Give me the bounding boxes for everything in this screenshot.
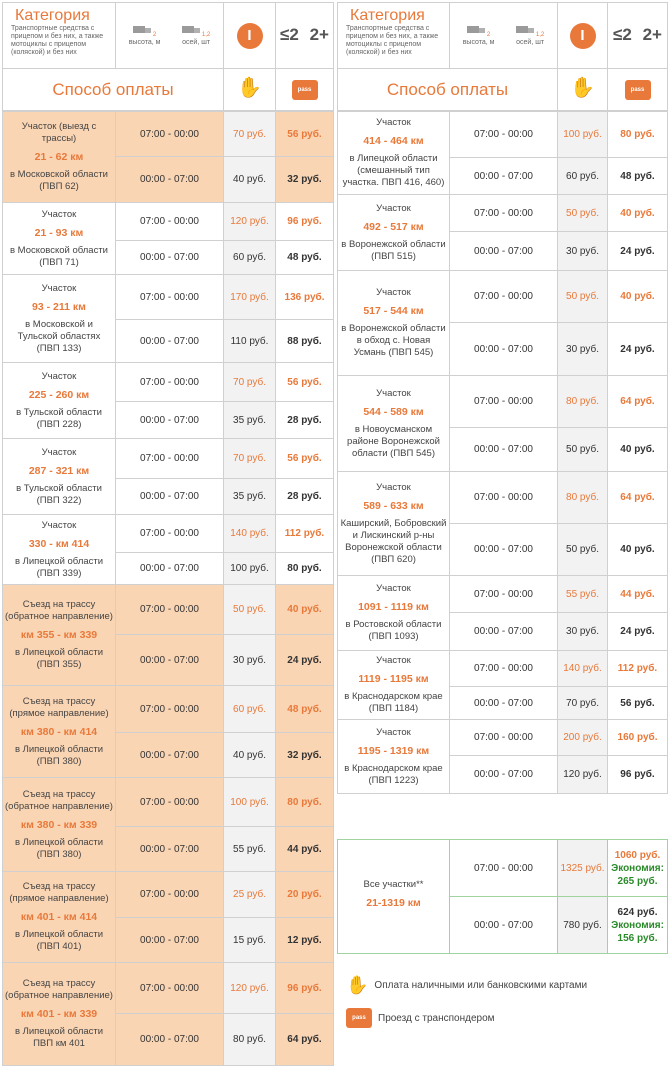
time-cell: 00:00 - 07:00 xyxy=(116,1014,224,1066)
section-km: 517 - 544 км xyxy=(363,305,424,317)
tariff-row xyxy=(3,112,334,157)
class-axles-label: 2+ xyxy=(309,24,329,44)
section-prefix: Участок xyxy=(376,202,411,214)
time-cell: 07:00 - 00:00 xyxy=(116,112,224,157)
time-cell: 00:00 - 07:00 xyxy=(116,157,224,203)
time-cell: 07:00 - 00:00 xyxy=(116,275,224,320)
section-prefix: Съезд на трассу (прямое направление) xyxy=(9,881,109,904)
cash-price-cell: 140 руб. xyxy=(224,515,276,553)
section-prefix: Съезд на трассу (прямое направление) xyxy=(9,695,109,719)
transponder-price-cell: 96 руб. xyxy=(608,756,668,794)
transponder-price-cell: 64 руб. xyxy=(608,376,668,428)
cash-card-icon: ✋ xyxy=(570,76,595,99)
payment-method-header: Способ оплаты xyxy=(3,69,224,111)
time-cell: 00:00 - 07:00 xyxy=(116,553,224,585)
transponder-price-cell: 40 руб. xyxy=(608,271,668,323)
transponder-price-cell: 24 руб. xyxy=(276,635,334,686)
cash-price-cell: 50 руб. xyxy=(224,585,276,635)
section-region: в Липецкой области (ПВП 355) xyxy=(14,647,104,670)
time-cell: 07:00 - 00:00 xyxy=(450,720,558,756)
class-badge-right: I xyxy=(570,23,596,49)
right-tariff-table xyxy=(337,111,668,794)
section-km: 544 - 589 км xyxy=(363,405,424,418)
section-prefix: Участок xyxy=(41,370,77,382)
time-cell: 07:00 - 00:00 xyxy=(450,112,558,158)
cash-price-cell: 100 руб. xyxy=(558,112,608,158)
section-cell xyxy=(338,376,450,472)
section-cell xyxy=(3,963,116,1066)
time-cell: 00:00 - 07:00 xyxy=(450,323,558,376)
section-region: в Краснодарском крае (ПВП 1184) xyxy=(344,691,443,714)
transponder-price-cell: 56 руб. xyxy=(276,363,334,402)
section-cell xyxy=(3,363,116,439)
transponder-price-cell: 80 руб. xyxy=(276,553,334,585)
cash-price-cell: 15 руб. xyxy=(224,918,276,963)
transponder-price-cell: 160 руб. xyxy=(608,720,668,756)
cash-price-cell: 70 руб. xyxy=(224,439,276,479)
transponder-price-cell: 48 руб. xyxy=(276,686,334,733)
section-cell xyxy=(338,195,450,271)
time-cell: 07:00 - 00:00 xyxy=(116,963,224,1014)
time-cell: 00:00 - 07:00 xyxy=(116,635,224,686)
section-km: 225 - 260 км xyxy=(28,388,90,401)
transponder-price-cell: 24 руб. xyxy=(608,323,668,376)
total-panel xyxy=(337,839,667,954)
time-cell: 00:00 - 07:00 xyxy=(116,827,224,872)
cash-price-cell: 55 руб. xyxy=(224,827,276,872)
payment-method-header-right: Способ оплаты xyxy=(338,69,558,111)
class-axles-label-right: 2+ xyxy=(642,24,662,44)
section-prefix: Участок xyxy=(376,655,411,666)
section-km: 21 - 62 км xyxy=(34,151,84,163)
total-table xyxy=(337,839,668,954)
section-km: 21 - 93 км xyxy=(34,226,84,239)
section-prefix: Участок xyxy=(376,287,411,298)
transponder-price-cell: 56 руб. xyxy=(276,112,334,157)
transponder-price-cell: 24 руб. xyxy=(608,232,668,271)
transponder-price-cell: 112 руб. xyxy=(608,651,668,687)
transponder-price-cell: 56 руб. xyxy=(608,687,668,720)
cash-price-cell: 70 руб. xyxy=(558,687,608,720)
section-region: в Липецкой области (ПВП 380) xyxy=(14,836,104,860)
time-cell: 07:00 - 00:00 xyxy=(116,515,224,553)
cash-price-cell: 40 руб. xyxy=(224,733,276,778)
transponder-price-cell: 24 руб. xyxy=(608,613,668,651)
section-km: 492 - 517 км xyxy=(363,220,424,233)
section-prefix: Участок xyxy=(41,519,77,531)
section-region: в Липецкой области (ПВП 401) xyxy=(14,929,104,952)
section-cell xyxy=(338,576,450,651)
truck-axles-icon xyxy=(182,25,202,36)
transponder-icon: pass xyxy=(292,80,318,100)
category-description-right: Транспортные средства с прицепом и без них, а также мотоциклы с прицепом (коляской) и без них xyxy=(346,25,439,56)
cash-price-cell: 50 руб. xyxy=(558,428,608,472)
tariff-row xyxy=(3,872,334,918)
time-cell: 07:00 - 00:00 xyxy=(116,203,224,241)
time-cell: 00:00 - 07:00 xyxy=(450,687,558,720)
cash-price-cell: 25 руб. xyxy=(224,872,276,918)
section-km: км 380 - км 414 xyxy=(20,725,98,738)
tariff-row xyxy=(338,195,668,232)
transponder-icon: pass xyxy=(346,1008,372,1028)
transponder-price-cell: 44 руб. xyxy=(276,827,334,872)
time-cell: 07:00 - 00:00 xyxy=(116,686,224,733)
class-height-label: ≤2 xyxy=(280,24,299,44)
time-cell: 07:00 - 00:00 xyxy=(116,778,224,827)
tariff-row xyxy=(3,363,334,402)
section-region: в Тульской области (ПВП 322) xyxy=(16,482,102,506)
cash-price-cell: 60 руб. xyxy=(224,241,276,275)
cash-price-cell: 30 руб. xyxy=(558,323,608,376)
cash-price-cell: 120 руб. xyxy=(224,963,276,1014)
section-prefix: Съезд на трассу (обратное направление) xyxy=(5,788,113,812)
section-prefix: Участок xyxy=(376,117,411,128)
tariff-row xyxy=(338,720,668,756)
total-label: Все участки** xyxy=(363,878,424,890)
cash-price-cell: 50 руб. xyxy=(558,195,608,232)
transponder-price-cell: 28 руб. xyxy=(276,402,334,439)
total-saving-night: Экономия: 156 руб. xyxy=(611,919,664,944)
total-cash-night: 780 руб. xyxy=(558,897,608,954)
tariff-row xyxy=(338,472,668,524)
cash-price-cell: 60 руб. xyxy=(224,686,276,733)
time-cell: 00:00 - 07:00 xyxy=(450,756,558,794)
section-km: 589 - 633 км xyxy=(363,499,424,512)
transponder-price-cell: 32 руб. xyxy=(276,157,334,203)
section-km: 330 - км 414 xyxy=(28,537,90,550)
time-cell: 07:00 - 00:00 xyxy=(116,872,224,918)
section-cell xyxy=(338,720,450,794)
category-title-right: Категория xyxy=(350,7,425,24)
transponder-price-cell: 28 руб. xyxy=(276,479,334,515)
section-region: в Московской области (ПВП 71) xyxy=(9,244,108,268)
right-tariff-panel xyxy=(337,2,667,794)
transponder-price-cell: 80 руб. xyxy=(608,112,668,158)
cash-price-cell: 70 руб. xyxy=(224,112,276,157)
tariff-row xyxy=(338,651,668,687)
cash-price-cell: 80 руб. xyxy=(558,376,608,428)
transponder-price-cell: 96 руб. xyxy=(276,963,334,1014)
total-section-cell xyxy=(338,840,450,954)
transponder-price-cell: 88 руб. xyxy=(276,320,334,363)
section-cell xyxy=(3,112,116,203)
section-prefix: Участок xyxy=(376,726,411,738)
section-prefix: Участок xyxy=(376,387,411,399)
transponder-price-cell: 44 руб. xyxy=(608,576,668,613)
time-cell: 07:00 - 00:00 xyxy=(450,195,558,232)
section-region: в Липецкой области ПВП км 401 xyxy=(14,1026,104,1049)
section-region: в Липецкой области (ПВП 339) xyxy=(14,555,104,579)
time-cell: 00:00 - 07:00 xyxy=(450,613,558,651)
time-cell: 00:00 - 07:00 xyxy=(450,158,558,195)
cash-price-cell: 30 руб. xyxy=(558,232,608,271)
transponder-price-cell: 48 руб. xyxy=(608,158,668,195)
transponder-price-cell: 64 руб. xyxy=(608,472,668,524)
left-tariff-table xyxy=(2,111,334,1066)
section-km: км 401 - км 339 xyxy=(20,1008,98,1020)
transponder-price-cell: 80 руб. xyxy=(276,778,334,827)
class-badge: I xyxy=(237,23,263,49)
right-header-table xyxy=(337,2,668,111)
cash-price-cell: 120 руб. xyxy=(558,756,608,794)
total-tag-night: 624 руб. xyxy=(617,906,658,918)
time-cell: 00:00 - 07:00 xyxy=(116,733,224,778)
time-cell: 07:00 - 00:00 xyxy=(450,651,558,687)
cash-price-cell: 110 руб. xyxy=(224,320,276,363)
section-cell xyxy=(3,203,116,275)
section-km: 414 - 464 км xyxy=(363,135,424,147)
transponder-price-cell: 64 руб. xyxy=(276,1014,334,1066)
axles-indicator-right: 1,2 осей, шт xyxy=(516,25,544,47)
section-cell xyxy=(3,439,116,515)
cash-price-cell: 100 руб. xyxy=(224,778,276,827)
cash-price-cell: 55 руб. xyxy=(558,576,608,613)
section-cell xyxy=(338,112,450,195)
cash-price-cell: 70 руб. xyxy=(224,363,276,402)
section-region: в Краснодарском крае (ПВП 1223) xyxy=(344,762,443,786)
section-region: в Липецкой области (смешанный тип участка. ПВП 416, 460) xyxy=(342,153,445,188)
time-cell: 07:00 - 00:00 xyxy=(450,472,558,524)
time-cell: 00:00 - 07:00 xyxy=(450,524,558,576)
transponder-price-cell: 20 руб. xyxy=(276,872,334,918)
transponder-price-cell: 40 руб. xyxy=(608,524,668,576)
total-time-night: 00:00 - 07:00 xyxy=(450,897,558,954)
time-cell: 00:00 - 07:00 xyxy=(116,479,224,515)
time-cell: 07:00 - 00:00 xyxy=(116,585,224,635)
transponder-price-cell: 96 руб. xyxy=(276,203,334,241)
class-height-label-right: ≤2 xyxy=(613,24,632,44)
section-km: 1091 - 1119 км xyxy=(358,601,429,613)
total-cash-day: 1325 руб. xyxy=(558,840,608,897)
section-prefix: Участок xyxy=(376,481,411,493)
section-prefix: Участок xyxy=(376,583,411,594)
section-cell xyxy=(3,686,116,778)
time-cell: 07:00 - 00:00 xyxy=(450,576,558,613)
tariff-row xyxy=(3,203,334,241)
section-cell xyxy=(3,872,116,963)
truck-height-icon xyxy=(133,25,153,36)
legend-tag-text: Проезд с транспондером xyxy=(378,1012,495,1024)
section-prefix: Участок xyxy=(41,282,77,294)
transponder-price-cell: 40 руб. xyxy=(276,585,334,635)
category-description: Транспортные средства с прицепом и без них, а также мотоциклы с прицепом (коляской) и без них xyxy=(11,25,104,56)
time-cell: 07:00 - 00:00 xyxy=(450,376,558,428)
cash-price-cell: 35 руб. xyxy=(224,479,276,515)
time-cell: 07:00 - 00:00 xyxy=(450,271,558,323)
transponder-price-cell: 12 руб. xyxy=(276,918,334,963)
tariff-row xyxy=(3,686,334,733)
transponder-price-cell: 136 руб. xyxy=(276,275,334,320)
legend-cash xyxy=(346,975,587,996)
section-cell xyxy=(338,651,450,720)
tariff-row xyxy=(338,271,668,323)
section-region: в Ростовской области (ПВП 1093) xyxy=(345,619,442,642)
section-km: 1119 - 1195 км xyxy=(358,673,429,685)
section-region: в Тульской области (ПВП 228) xyxy=(16,406,102,430)
cash-price-cell: 50 руб. xyxy=(558,524,608,576)
tariff-row xyxy=(3,778,334,827)
section-prefix: Участок xyxy=(41,208,77,220)
cash-price-cell: 35 руб. xyxy=(224,402,276,439)
section-km: 1195 - 1319 км xyxy=(357,744,430,757)
cash-price-cell: 30 руб. xyxy=(224,635,276,686)
left-tariff-panel xyxy=(2,2,333,1066)
tariff-row xyxy=(338,376,668,428)
section-prefix: Съезд на трассу (обратное направление) xyxy=(5,978,113,1001)
transponder-price-cell: 40 руб. xyxy=(608,428,668,472)
section-prefix: Съезд на трассу (обратное направление) xyxy=(5,599,113,622)
legend-cash-text: Оплата наличными или банковскими картами xyxy=(374,980,588,991)
transponder-price-cell: 56 руб. xyxy=(276,439,334,479)
tariff-row xyxy=(3,439,334,479)
cash-card-icon: ✋ xyxy=(237,76,262,99)
total-tag-day: 1060 руб. xyxy=(614,849,661,861)
cash-price-cell: 80 руб. xyxy=(224,1014,276,1066)
cash-price-cell: 100 руб. xyxy=(224,553,276,585)
section-km: км 380 - км 339 xyxy=(20,818,98,831)
tariff-row xyxy=(3,585,334,635)
section-cell xyxy=(3,585,116,686)
truck-height-icon xyxy=(467,25,487,36)
time-cell: 00:00 - 07:00 xyxy=(116,320,224,363)
transponder-price-cell: 48 руб. xyxy=(276,241,334,275)
cash-price-cell: 140 руб. xyxy=(558,651,608,687)
transponder-price-cell: 112 руб. xyxy=(276,515,334,553)
section-prefix: Участок (выезд с трассы) xyxy=(21,121,97,144)
height-indicator: 2 высота, м xyxy=(129,25,161,47)
cash-price-cell: 120 руб. xyxy=(224,203,276,241)
section-prefix: Участок xyxy=(41,446,77,458)
cash-price-cell: 30 руб. xyxy=(558,613,608,651)
time-cell: 07:00 - 00:00 xyxy=(116,439,224,479)
section-region: в Воронежской области в обход с. Новая Усмань (ПВП 545) xyxy=(341,323,446,358)
time-cell: 00:00 - 07:00 xyxy=(116,241,224,275)
cash-price-cell: 40 руб. xyxy=(224,157,276,203)
transponder-price-cell: 40 руб. xyxy=(608,195,668,232)
transponder-price-cell: 32 руб. xyxy=(276,733,334,778)
cash-card-icon: ✋ xyxy=(346,975,369,995)
axles-indicator: 1,2 осей, шт xyxy=(182,25,210,47)
time-cell: 00:00 - 07:00 xyxy=(116,918,224,963)
cash-price-cell: 200 руб. xyxy=(558,720,608,756)
section-cell xyxy=(3,778,116,872)
section-km: км 355 - км 339 xyxy=(20,629,98,641)
tariff-row xyxy=(3,963,334,1014)
cash-price-cell: 60 руб. xyxy=(558,158,608,195)
transponder-icon: pass xyxy=(625,80,651,100)
section-km: 93 - 211 км xyxy=(32,300,86,313)
cash-price-cell: 50 руб. xyxy=(558,271,608,323)
tariff-row xyxy=(338,576,668,613)
time-cell: 07:00 - 00:00 xyxy=(116,363,224,402)
section-region: в Московской области (ПВП 62) xyxy=(9,169,108,192)
section-region: в Липецкой области (ПВП 380) xyxy=(14,743,104,767)
cash-price-cell: 170 руб. xyxy=(224,275,276,320)
height-indicator-right: 2 высота, м xyxy=(463,25,495,47)
total-saving-day: Экономия: 265 руб. xyxy=(611,862,664,887)
tariff-row xyxy=(3,275,334,320)
section-cell xyxy=(3,275,116,363)
section-km: км 401 - км 414 xyxy=(20,911,98,923)
section-region: в Воронежской области (ПВП 515) xyxy=(341,238,446,262)
total-time-day: 07:00 - 00:00 xyxy=(450,840,558,897)
section-region: Каширский, Бобровский и Лискинский р-ны Воронежской области (ПВП 620) xyxy=(340,517,447,565)
section-cell xyxy=(338,472,450,576)
total-km: 21-1319 км xyxy=(366,896,421,909)
tariff-row xyxy=(338,112,668,158)
tariff-row xyxy=(3,515,334,553)
time-cell: 00:00 - 07:00 xyxy=(116,402,224,439)
section-cell xyxy=(338,271,450,376)
section-region: в Московской и Тульской областях (ПВП 133) xyxy=(17,318,101,354)
time-cell: 00:00 - 07:00 xyxy=(450,428,558,472)
cash-price-cell: 80 руб. xyxy=(558,472,608,524)
time-cell: 00:00 - 07:00 xyxy=(450,232,558,271)
section-km: 287 - 321 км xyxy=(28,464,90,477)
left-header-table xyxy=(2,2,334,111)
legend-tag xyxy=(346,1008,495,1028)
section-region: в Новоусманском районе Воронежской области (ПВП 545) xyxy=(347,423,440,459)
section-cell xyxy=(3,515,116,585)
truck-axles-icon xyxy=(516,25,536,36)
category-title: Категория xyxy=(15,7,90,24)
